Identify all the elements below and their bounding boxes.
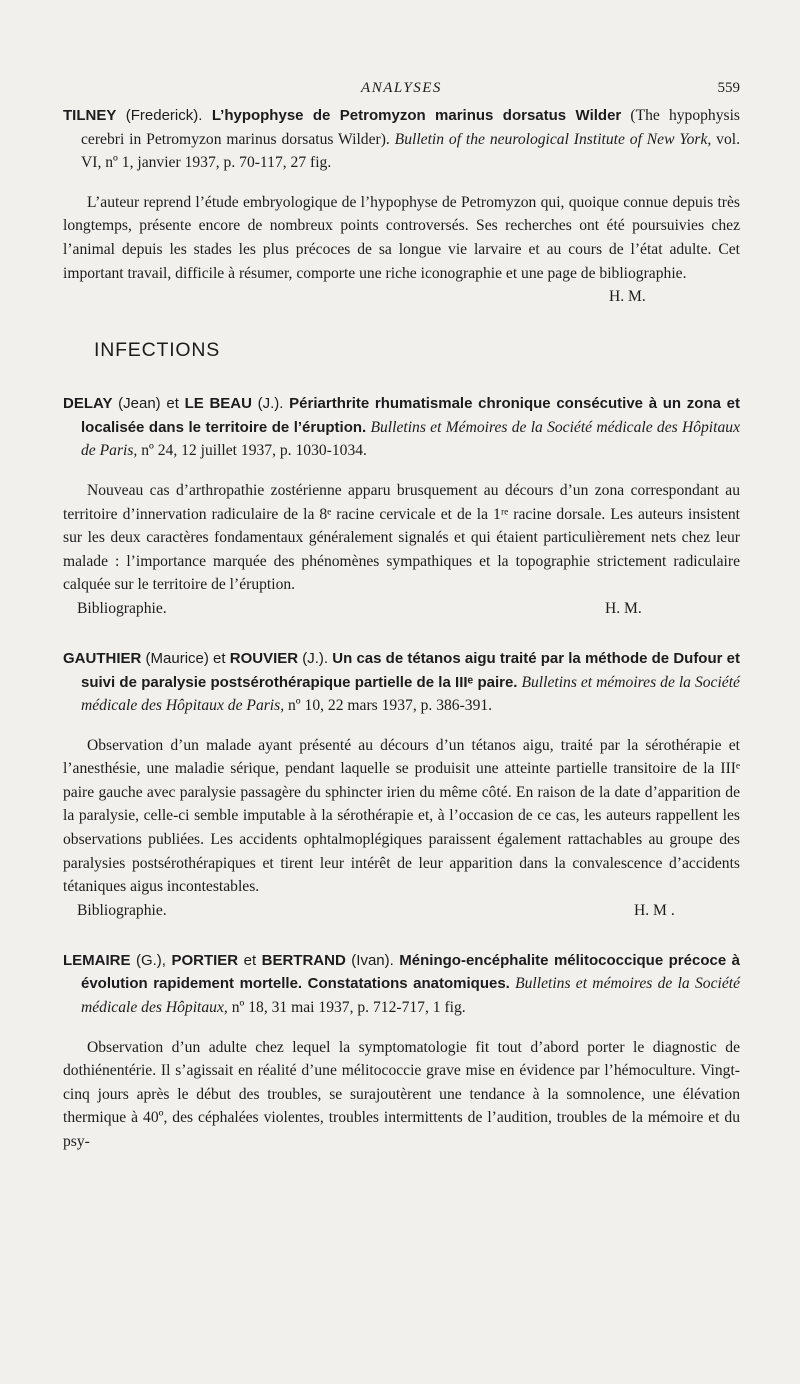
journal-name: Bulletins et mémoires de la Société médicale des Hôpitaux,: [81, 975, 740, 1017]
reviewer-initials: H. M.: [609, 288, 646, 306]
journal-name: Bulletins et Mémoires de la Société médicale des Hôpitaux de Paris,: [81, 418, 740, 460]
bibliography-note: Bibliographie.: [77, 599, 167, 617]
entry-abstract: Nouveau cas d’arthropathie zostérienne apparu brusquement au décours d’un zona correspondant au territoire d’innervation radiculaire de la 8ᵉ racine cervicale et de la 1ʳᵉ racine dorsale. Les auteurs insistent sur les deux caractères fondamentaux généralement signalés et qui étaient particulièrement nets chez leur malade : l’importance marquée des phénomènes sympathiques et la topographie strictement radiculaire calquée sur le territoire de l’éruption.: [63, 481, 740, 594]
entry-reference: [63, 949, 740, 1020]
conjunction: et: [238, 951, 262, 969]
reviewer-initials: H. M.: [605, 599, 642, 617]
entry-abstract: Observation d’un adulte chez lequel la symptomatologie fit tout d’abord porter le diagnostic de dothiénentérie. Il s’agissait en réalité d’une mélitococcie grave mise en évidence par l’hémoculture. Vingt-cinq jours après le début des troubles, se surajoutèrent une tendance à la somnolence, une élévation thermique à 40º, des céphalées violentes, troubles intermittents de l’audition, troubles de la mémoire et du psy-: [63, 1038, 740, 1150]
author-name: BERTRAND: [261, 951, 346, 969]
reviewer-initials: H. M .: [634, 901, 675, 919]
article-title: L’hypophyse de Petromyzon marinus dorsatus Wilder: [211, 107, 622, 124]
conjunction: et: [213, 649, 226, 667]
citation-details: nº 10, 22 mars 1937, p. 386-391.: [284, 697, 493, 715]
page-number: 559: [717, 80, 740, 96]
entry-footer: [63, 285, 740, 309]
entry-reference: [63, 647, 740, 718]
article-subtitle: (The hypophysis cerebri in Petromyzon marinus dorsatus Wilder).: [81, 107, 740, 148]
conjunction: et: [166, 395, 179, 413]
running-head-title: ANALYSES: [361, 80, 442, 96]
citation-details: nº 24, 12 juillet 1937, p. 1030-1034.: [137, 442, 367, 460]
journal-name: Bulletin of the neurological Institute of New York,: [394, 130, 712, 148]
entry-footer: [63, 597, 740, 621]
author-name: GAUTHIER: [63, 649, 142, 667]
journal-name: Bulletins et mémoires de la Société médicale des Hôpitaux de Paris,: [81, 673, 740, 715]
page: [63, 80, 740, 1154]
entry-lemaire: [63, 949, 740, 1154]
entry-reference: [63, 392, 740, 463]
entry-abstract: L’auteur reprend l’étude embryologique de l’hypophyse de Petromyzon qui, quoique connue depuis très longtemps, présente encore de nombreux points controversés. Ses recherches ont été poursuivies chez l’animal depuis les stades les plus précoces de sa longue vie larvaire et au cours de l’état adulte. Cet important travail, difficile à résumer, comporte une riche iconographie et une page de bibliographie.: [63, 193, 740, 282]
author-name: LE BEAU: [178, 395, 252, 413]
article-title: Méningo-encéphalite mélitococcique précoce à évolution rapidement mortelle. Constatations anatomiques.: [81, 951, 740, 993]
article-title: Un cas de tétanos aigu traité par la méthode de Dufour et suivi de paralysie postsérothérapique partielle de la IIIᵉ paire.: [81, 649, 740, 691]
entry-abstract: Observation d’un malade ayant présenté au décours d’un tétanos aigu, traité par la sérothérapie et l’anesthésie, une maladie sérique, pendant laquelle se produisit une atteinte partielle transitoire de la IIIᵉ paire gauche avec paralysie passagère du sphincter irien du même côté. En raison de la date d’apparition de la paralysie, celle-ci semble imputable à la sérothérapie et, à l’occasion de ce cas, les auteurs rappellent les observations publiées. Les accidents ophtalmoplégiques paraissent également rattachables au groupe des paralysies postsérothérapiques et tirent leur intérêt de leur apparition dans la convalescence d’accidents tétaniques aigus incontestables.: [63, 736, 740, 896]
entry-footer: [63, 899, 740, 923]
entry-gauthier: [63, 647, 740, 923]
bibliography-note: Bibliographie.: [77, 901, 167, 919]
article-title: Périarthrite rhumatismale chronique consécutive à un zona et localisée dans le territoire de l’éruption.: [81, 395, 740, 436]
entry-reference: [63, 104, 740, 175]
section-title: INFECTIONS: [94, 339, 221, 362]
author-firstname: (Jean): [112, 395, 167, 413]
author-name: ROUVIER: [225, 649, 299, 667]
author-firstname: (Ivan).: [345, 951, 400, 969]
author-firstname: (J.).: [298, 649, 333, 667]
entry-delay: [63, 392, 740, 621]
running-head: [63, 80, 740, 104]
author-firstname: (Maurice): [141, 649, 214, 667]
author-name: PORTIER: [171, 951, 239, 969]
author-name: DELAY: [63, 395, 113, 413]
entry-tilney: [63, 104, 740, 309]
citation-details: nº 18, 31 mai 1937, p. 712-717, 1 fig.: [227, 999, 466, 1017]
citation-details: vol. VI, nº 1, janvier 1937, p. 70-117, 27 fig.: [81, 130, 740, 172]
author-name: LEMAIRE: [63, 951, 131, 969]
author-firstname: (Frederick).: [116, 107, 212, 124]
author-firstname: (J.).: [251, 395, 290, 413]
author-name: TILNEY: [63, 107, 117, 124]
author-firstname: (G.),: [130, 951, 172, 969]
